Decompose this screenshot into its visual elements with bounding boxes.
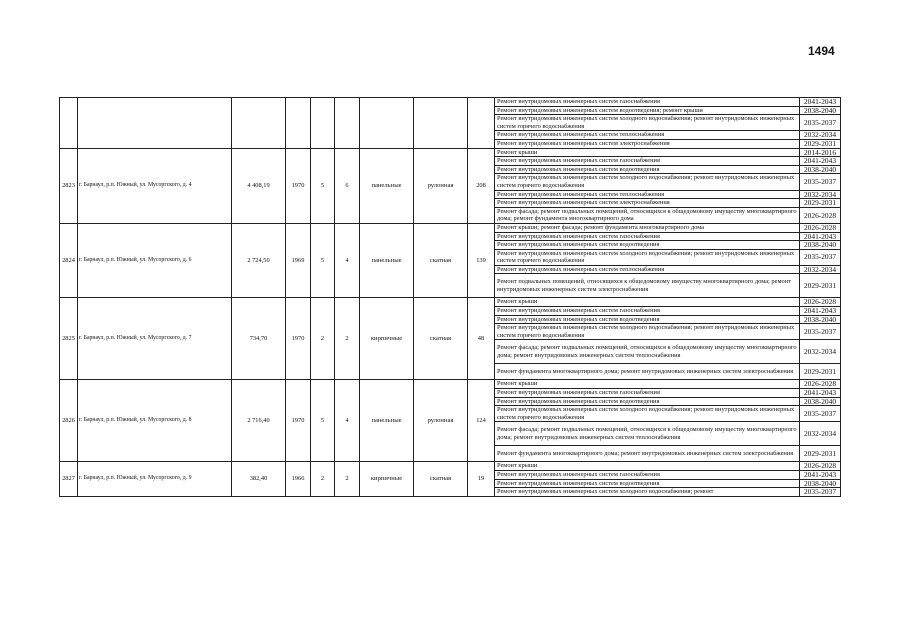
building-address: г. Барнаул, р.п. Южный, ул. Мусоргского, д. 4 <box>78 148 232 223</box>
repair-period: 2035-2037 <box>800 115 841 131</box>
repair-work: Ремонт внутридомовых инженерных систем теплоснабжения <box>495 190 800 199</box>
repair-work: Ремонт внутридомовых инженерных систем водоотведения <box>495 479 800 488</box>
table-row <box>60 98 841 107</box>
repair-period: 2032-2034 <box>800 340 841 364</box>
build-year: 1970 <box>286 148 311 223</box>
building-area: 2 716,40 <box>232 380 286 462</box>
repair-work: Ремонт внутридомовых инженерных систем водоотведения <box>495 241 800 250</box>
repair-work: Ремонт крыши; ремонт фасада; ремонт фундамента многоквартирного дома <box>495 223 800 232</box>
repair-period: 2041-2043 <box>800 98 841 107</box>
building-area: 4 408,19 <box>232 148 286 223</box>
repair-period: 2041-2043 <box>800 471 841 480</box>
repair-period: 2038-2040 <box>800 315 841 324</box>
repair-work: Ремонт крыши <box>495 462 800 471</box>
repair-period: 2041-2043 <box>800 307 841 316</box>
roof-type: рулонная <box>414 380 468 462</box>
build-year: 1969 <box>286 223 311 298</box>
repair-work: Ремонт фундамента многоквартирного дома; ремонт внутридомовых инженерных систем электроснабжения <box>495 446 800 462</box>
wall-material <box>360 98 414 149</box>
page-number: 1494 <box>808 44 835 58</box>
building-area: 734,70 <box>232 298 286 380</box>
building-area <box>232 98 286 149</box>
entrance-count: 6 <box>335 148 360 223</box>
repair-work: Ремонт внутридомовых инженерных систем газоснабжения <box>495 307 800 316</box>
building-area: 2 724,50 <box>232 223 286 298</box>
entrance-count <box>335 98 360 149</box>
repair-work: Ремонт внутридомовых инженерных систем теплоснабжения <box>495 131 800 140</box>
repair-work: Ремонт внутридомовых инженерных систем водоотведения <box>495 397 800 406</box>
repair-period: 2038-2040 <box>800 241 841 250</box>
table-row <box>60 462 841 471</box>
capital-repair-table-sheet <box>59 97 841 497</box>
repair-period: 2026-2028 <box>800 298 841 307</box>
building-address <box>78 98 232 149</box>
repair-period: 2038-2040 <box>800 397 841 406</box>
repair-period: 2035-2037 <box>800 406 841 422</box>
repair-period: 2038-2040 <box>800 106 841 115</box>
roof-type: скатная <box>414 462 468 496</box>
table-row <box>60 148 841 157</box>
repair-work: Ремонт фасада; ремонт подвальных помещений, относящихся к общедомовому имуществу многоквартирного дома; ремонт внутридомовых инженерных систем теплоснабжения <box>495 422 800 446</box>
build-year: 1970 <box>286 380 311 462</box>
repair-period: 2035-2037 <box>800 324 841 340</box>
floor-count: 5 <box>311 148 335 223</box>
wall-material: панельные <box>360 380 414 462</box>
repair-period: 2032-2034 <box>800 131 841 140</box>
repair-work: Ремонт внутридомовых инженерных систем газоснабжения <box>495 157 800 166</box>
repair-work: Ремонт внутридомовых инженерных систем газоснабжения <box>495 98 800 107</box>
entrance-count: 2 <box>335 462 360 496</box>
table-body <box>60 98 841 497</box>
repair-period: 2032-2034 <box>800 422 841 446</box>
repair-work: Ремонт фасада; ремонт подвальных помещений, относящихся к общедомовому имуществу многоквартирного дома; ремонт внутридомовых инженерных систем теплоснабжения <box>495 340 800 364</box>
floor-count: 2 <box>311 462 335 496</box>
resident-count: 124 <box>468 380 495 462</box>
repair-work: Ремонт внутридомовых инженерных систем холодного водоснабжения; ремонт внутридомовых инженерных систем горячего водоснабжения <box>495 174 800 190</box>
repair-work: Ремонт фасада; ремонт подвальных помещений, относящихся к общедомовому имуществу многоквартирного дома; ремонт фундамента многоквартирного дома <box>495 207 800 223</box>
build-year: 1970 <box>286 298 311 380</box>
resident-count: 208 <box>468 148 495 223</box>
row-number: 2823 <box>60 148 78 223</box>
repair-work: Ремонт внутридомовых инженерных систем теплоснабжения <box>495 265 800 274</box>
resident-count: 19 <box>468 462 495 496</box>
building-area: 382,40 <box>232 462 286 496</box>
build-year <box>286 98 311 149</box>
repair-period: 2041-2043 <box>800 389 841 398</box>
wall-material: панельные <box>360 148 414 223</box>
repair-work: Ремонт внутридомовых инженерных систем водоотведения <box>495 165 800 174</box>
row-number: 2825 <box>60 298 78 380</box>
entrance-count: 2 <box>335 298 360 380</box>
repair-period: 2026-2028 <box>800 462 841 471</box>
entrance-count: 4 <box>335 223 360 298</box>
repair-work: Ремонт крыши <box>495 298 800 307</box>
repair-period: 2029-2031 <box>800 274 841 298</box>
repair-work: Ремонт крыши <box>495 380 800 389</box>
repair-period: 2026-2028 <box>800 207 841 223</box>
repair-work: Ремонт внутридомовых инженерных систем холодного водоснабжения; ремонт внутридомовых инженерных систем горячего водоснабжения <box>495 406 800 422</box>
floor-count: 2 <box>311 298 335 380</box>
repair-period: 2014-2016 <box>800 148 841 157</box>
roof-type <box>414 98 468 149</box>
repair-period: 2035-2037 <box>800 249 841 265</box>
repair-period: 2029-2031 <box>800 139 841 148</box>
floor-count: 5 <box>311 380 335 462</box>
repair-work: Ремонт внутридомовых инженерных систем холодного водоснабжения; ремонт внутридомовых инженерных систем горячего водоснабжения <box>495 324 800 340</box>
repair-period: 2029-2031 <box>800 199 841 208</box>
table-row <box>60 380 841 389</box>
repair-period: 2032-2034 <box>800 190 841 199</box>
repair-work: Ремонт внутридомовых инженерных систем газоснабжения <box>495 232 800 241</box>
table-row <box>60 223 841 232</box>
repair-period: 2041-2043 <box>800 232 841 241</box>
building-address: г. Барнаул, р.п. Южный, ул. Мусоргского, д. 7 <box>78 298 232 380</box>
repair-work: Ремонт крыши <box>495 148 800 157</box>
repair-period: 2035-2037 <box>800 488 841 497</box>
roof-type: скатная <box>414 223 468 298</box>
repair-period: 2041-2043 <box>800 157 841 166</box>
row-number: 2824 <box>60 223 78 298</box>
repair-period: 2029-2031 <box>800 446 841 462</box>
repair-period: 2026-2028 <box>800 223 841 232</box>
repair-work: Ремонт внутридомовых инженерных систем холодного водоснабжения; ремонт внутридомовых инженерных систем горячего водоснабжения <box>495 115 800 131</box>
repair-work: Ремонт фундамента многоквартирного дома; ремонт внутридомовых инженерных систем электроснабжения <box>495 364 800 380</box>
repair-period: 2035-2037 <box>800 174 841 190</box>
repair-work: Ремонт внутридомовых инженерных систем газоснабжения <box>495 389 800 398</box>
repair-period: 2038-2040 <box>800 165 841 174</box>
repair-work: Ремонт подвальных помещений, относящихся к общедомовому имуществу многоквартирного дома; ремонт внутридомовых инженерных систем электроснабжения <box>495 274 800 298</box>
resident-count: 139 <box>468 223 495 298</box>
build-year: 1966 <box>286 462 311 496</box>
capital-repair-table <box>59 97 841 497</box>
repair-work: Ремонт внутридомовых инженерных систем холодного водоснабжения; ремонт внутридомовых инженерных систем горячего водоснабжения <box>495 249 800 265</box>
repair-work: Ремонт внутридомовых инженерных систем водоотведения <box>495 315 800 324</box>
repair-period: 2032-2034 <box>800 265 841 274</box>
resident-count: 48 <box>468 298 495 380</box>
repair-work: Ремонт внутридомовых инженерных систем холодного водоснабжения; ремонт <box>495 488 800 497</box>
repair-work: Ремонт внутридомовых инженерных систем электроснабжения <box>495 139 800 148</box>
table-row <box>60 298 841 307</box>
roof-type: рулонная <box>414 148 468 223</box>
row-number: 2827 <box>60 462 78 496</box>
wall-material: панельные <box>360 223 414 298</box>
repair-work: Ремонт внутридомовых инженерных систем водоотведения; ремонт крыши <box>495 106 800 115</box>
entrance-count: 4 <box>335 380 360 462</box>
building-address: г. Барнаул, р.п. Южный, ул. Мусоргского, д. 8 <box>78 380 232 462</box>
row-number: 2826 <box>60 380 78 462</box>
repair-period: 2038-2040 <box>800 479 841 488</box>
repair-work: Ремонт внутридомовых инженерных систем газоснабжения <box>495 471 800 480</box>
repair-period: 2029-2031 <box>800 364 841 380</box>
row-number <box>60 98 78 149</box>
repair-period: 2026-2028 <box>800 380 841 389</box>
repair-work: Ремонт внутридомовых инженерных систем электроснабжения <box>495 199 800 208</box>
building-address: г. Барнаул, р.п. Южный, ул. Мусоргского, д. 6 <box>78 223 232 298</box>
wall-material: кирпичные <box>360 298 414 380</box>
building-address: г. Барнаул, р.п. Южный, ул. Мусоргского, д. 9 <box>78 462 232 496</box>
floor-count: 5 <box>311 223 335 298</box>
wall-material: кирпичные <box>360 462 414 496</box>
floor-count <box>311 98 335 149</box>
roof-type: скатная <box>414 298 468 380</box>
resident-count <box>468 98 495 149</box>
